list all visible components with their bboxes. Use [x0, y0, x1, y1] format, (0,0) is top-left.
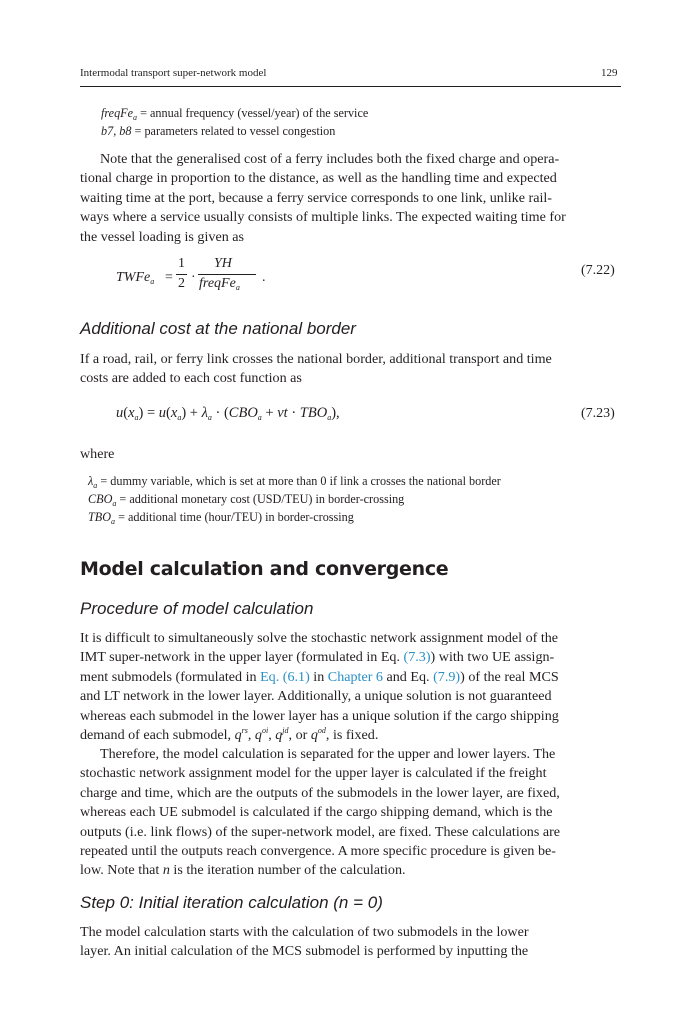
text-line: demand of each submodel, $q^{rs}$, $q^{oi}$, $q^{jd}$, or $q^{od}$, is fixed. — [80, 726, 379, 744]
text-line: tional charge in proportion to the distance, as well as the handling time and expected — [80, 170, 557, 187]
equation-link[interactable]: (7.9) — [433, 668, 461, 685]
text-line: charge and time, which are the outputs of the submodels in the lower layer, are fixed, — [80, 784, 560, 801]
equation-7-22: TWFe$_a$ = 1 2 · YH freqFe$_a$ . — [116, 256, 266, 292]
running-title: Intermodal transport super-network model — [80, 67, 267, 79]
text-line: If a road, rail, or ferry link crosses the national border, additional transport and time — [80, 351, 552, 367]
text-line: waiting time at the port, because a ferry service corresponds to one link, unlike rail- — [80, 189, 552, 206]
def-text: additional time (hour/TEU) in border-crossing — [128, 510, 354, 524]
equation-link[interactable]: Eq. (6.1) — [260, 668, 310, 685]
equation-number: (7.23) — [581, 406, 615, 421]
section-heading: Additional cost at the national border — [80, 319, 356, 338]
definition-cbo: $CBO_a$ = additional monetary cost (USD/TEU) in border-crossing — [88, 492, 405, 508]
def-subscript: a — [133, 113, 138, 122]
definition-freqfe: freqFe$_a$ = annual frequency (vessel/year) of the service — [101, 106, 369, 122]
def-text: dummy variable, which is set at more than 0 if link a crosses the national border — [110, 474, 501, 488]
def-text: annual frequency (vessel/year) of the service — [150, 106, 369, 120]
fraction-numerator: 1 — [178, 256, 185, 271]
paragraph-step0 — [80, 923, 621, 962]
chapter-section-title: Model calculation and convergence — [80, 558, 449, 580]
where-label: where — [80, 446, 115, 462]
def-symbol: b7, b8 — [101, 124, 132, 138]
def-symbol: CBO — [88, 492, 113, 506]
text-line: outputs (i.e. link flows) of the super-network model, are fixed. These calculations are — [80, 823, 561, 840]
def-symbol: TBO — [88, 510, 112, 524]
text-line: Therefore, the model calculation is separated for the upper and lower layers. The — [100, 746, 556, 762]
fraction-denominator: freqFe — [199, 276, 236, 291]
paragraph-border-cost — [80, 350, 621, 389]
fraction-denominator: 2 — [178, 276, 185, 291]
text-line: ment submodels (formulated in Eq. (6.1) in Chapter 6 and Eq. (7.9)) of the real MCS — [80, 668, 559, 685]
section-heading: Step 0: Initial iteration calculation (n = 0) — [80, 893, 383, 912]
definition-lambda: $\lambda_a$ = dummy variable, which is set at more than 0 if link a crosses the national border — [88, 474, 501, 490]
definition-b7-b8: b7, b8 = parameters related to vessel congestion — [101, 124, 336, 138]
text-line: stochastic network assignment model for the upper layer is calculated if the freight — [80, 765, 547, 782]
header-rule — [80, 86, 621, 87]
def-text: additional monetary cost (USD/TEU) in border-crossing — [129, 492, 405, 506]
def-text: parameters related to vessel congestion — [144, 124, 336, 138]
text-line: IMT super-network in the upper layer (formulated in Eq. (7.3)) with two UE assign- — [80, 649, 555, 666]
text-line: repeated until the outputs reach convergence. A more specific procedure is given be- — [80, 843, 557, 860]
def-symbol: λ — [88, 474, 94, 488]
chapter-link[interactable]: Chapter 6 — [327, 668, 383, 685]
text-line: The model calculation starts with the calculation of two submodels in the lower — [80, 924, 529, 940]
equation-link[interactable]: (7.3) — [403, 649, 431, 666]
text-line: costs are added to each cost function as — [80, 370, 302, 387]
text-line: the vessel loading is given as — [80, 228, 245, 245]
text-line: whereas each submodel in the lower layer has a unique solution if the cargo shipping — [80, 707, 559, 724]
definition-tbo: $TBO_a$ = additional time (hour/TEU) in border-crossing — [88, 510, 354, 526]
text-line: and LT network in the lower layer. Additionally, a unique solution is not guaranteed — [80, 688, 552, 705]
equation-number: (7.22) — [581, 263, 615, 278]
def-symbol: freqFe — [101, 106, 134, 120]
fraction-numerator: YH — [214, 256, 232, 271]
paragraph-ferry-cost — [80, 150, 621, 247]
section-heading: Procedure of model calculation — [80, 599, 314, 618]
text-line: ways where a service usually consists of multiple links. The expected waiting time for — [80, 209, 566, 226]
text-line: low. Note that n is the iteration number of the calculation. — [80, 862, 406, 879]
paragraph-separation — [80, 745, 621, 881]
eq-lhs: TWFe — [116, 270, 151, 285]
text-line: Note that the generalised cost of a ferry includes both the fixed charge and opera- — [100, 151, 560, 167]
text-line: layer. An initial calculation of the MCS submodel is performed by inputting the — [80, 943, 529, 960]
paragraph-procedure — [80, 629, 621, 745]
text-line: It is difficult to simultaneously solve the stochastic network assignment model of the — [80, 630, 559, 646]
page-number: 129 — [601, 67, 618, 79]
equation-7-23: $u(x_a) = u(x_a) + \lambda_a \cdot (CBO_a$ + vt · $TBO_a$), — [116, 405, 340, 422]
text-line: whereas each UE submodel is calculated if the cargo shipping demand, which is the — [80, 804, 553, 821]
